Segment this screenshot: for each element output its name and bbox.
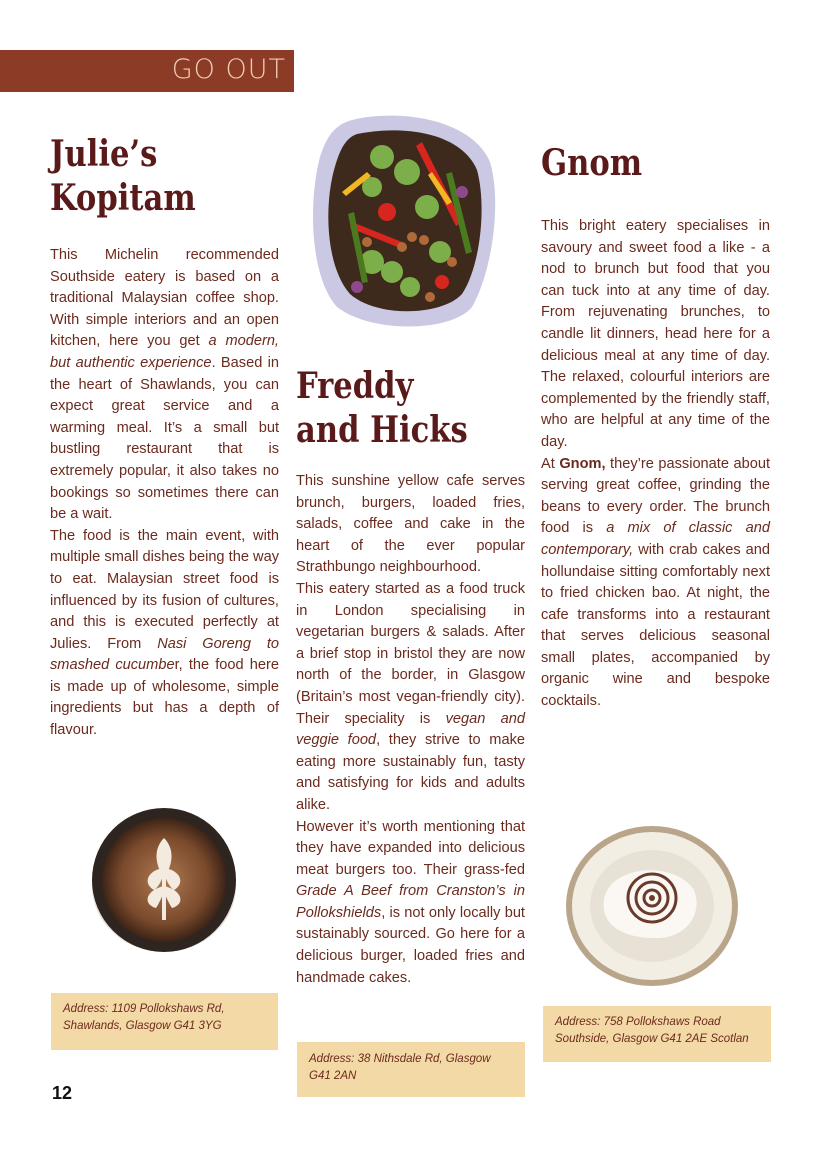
gnom-body <box>541 216 770 713</box>
freddy-title <box>296 364 468 452</box>
julies-title-line2: Kopitam <box>50 177 196 219</box>
freddy-paragraph-3: However it’s worth mentioning that they have expanded into delicious meat burgers too. Their grass-fed Grade A Beef from Cranston’s in Pollokshields, is not only locally but sustainably sourced. Go here for a delicious burger, loaded fries and handmade cakes. <box>296 818 525 986</box>
gnom-paragraph-2: At Gnom, they’re passionate about serving great coffee, grinding the beans to every order. The brunch food is a mix of classic and contemporary, with crab cakes and hollundaise sitting comfortably next to fried chicken bao. At night, the cafe transforms into a restaurant that serves delicious seasonal small plates, accompanied by organic wine and bespoke cocktails. <box>541 455 771 710</box>
section-banner <box>0 50 294 92</box>
gnom-address: Address: 758 Pollokshaws Road Southside, Glasgow G41 2AE Scotlan <box>543 1006 771 1062</box>
freddy-title-line2: and Hicks <box>296 409 468 451</box>
julies-title-line1: Julie’s <box>50 133 158 175</box>
freddy-paragraph-2: This eatery started as a food truck in London specialising in vegetarian burgers & salads. After a brief stop in bristol they are now north of the border, in Glasgow (Britain’s most vegan-friendly city). Their speciality is vegan and veggie food, they strive to make eating more sustainably fun, tasty and satisfying for kids and adults alike. <box>296 580 525 813</box>
salad-image <box>312 112 497 330</box>
freddy-body <box>296 471 525 989</box>
julies-title <box>50 132 196 220</box>
julies-address: Address: 1109 Pollokshaws Rd, Shawlands, Glasgow G41 3YG <box>51 993 278 1050</box>
cinnamon-roll-image <box>564 820 744 988</box>
gnom-title: Gnom <box>541 142 643 184</box>
freddy-address: Address: 38 Nithsdale Rd, Glasgow G41 2AN <box>297 1042 525 1097</box>
freddy-paragraph-1: This sunshine yellow cafe serves brunch, burgers, loaded fries, salads, coffee and cake in the heart of the ever popular Strathbungo neighbourhood. <box>296 473 525 576</box>
julies-paragraph-1: This Michelin recommended Southside eatery is based on a traditional Malaysian coffee shop. With simple interiors and an open kitchen, here you get a modern, but authentic experience. Based in the heart of Shawlands, you can expect great service and a warming meal. It’s a small but bustling restaurant that is extremely popular, it also takes no bookings so sometimes there can be a wait. <box>50 247 279 523</box>
gnom-paragraph-1: This bright eatery specialises in savoury and sweet food a like - a nod to brunch but food that you can tuck into at any time of day. From rejuvenating brunches, to candle lit dinners, head here for a delicious meal at any time of day. The relaxed, colourful interiors are complemented by the friendly staff, who are helpful at any time of the day. <box>541 218 770 450</box>
julies-body <box>50 245 279 742</box>
section-label: GO OUT <box>171 54 286 85</box>
latte-image <box>82 808 242 953</box>
freddy-title-line1: Freddy <box>296 365 414 407</box>
julies-paragraph-2: The food is the main event, with multiple small dishes being the way to eat. Malaysian street food is influenced by its fusion of cultures, and this is executed perfectly at Julies. From Nasi Goreng to smashed cucumber, the food here is made up of wholesome, simple ingredients but has a depth of flavour. <box>50 527 279 739</box>
page-number: 12 <box>52 1083 73 1103</box>
